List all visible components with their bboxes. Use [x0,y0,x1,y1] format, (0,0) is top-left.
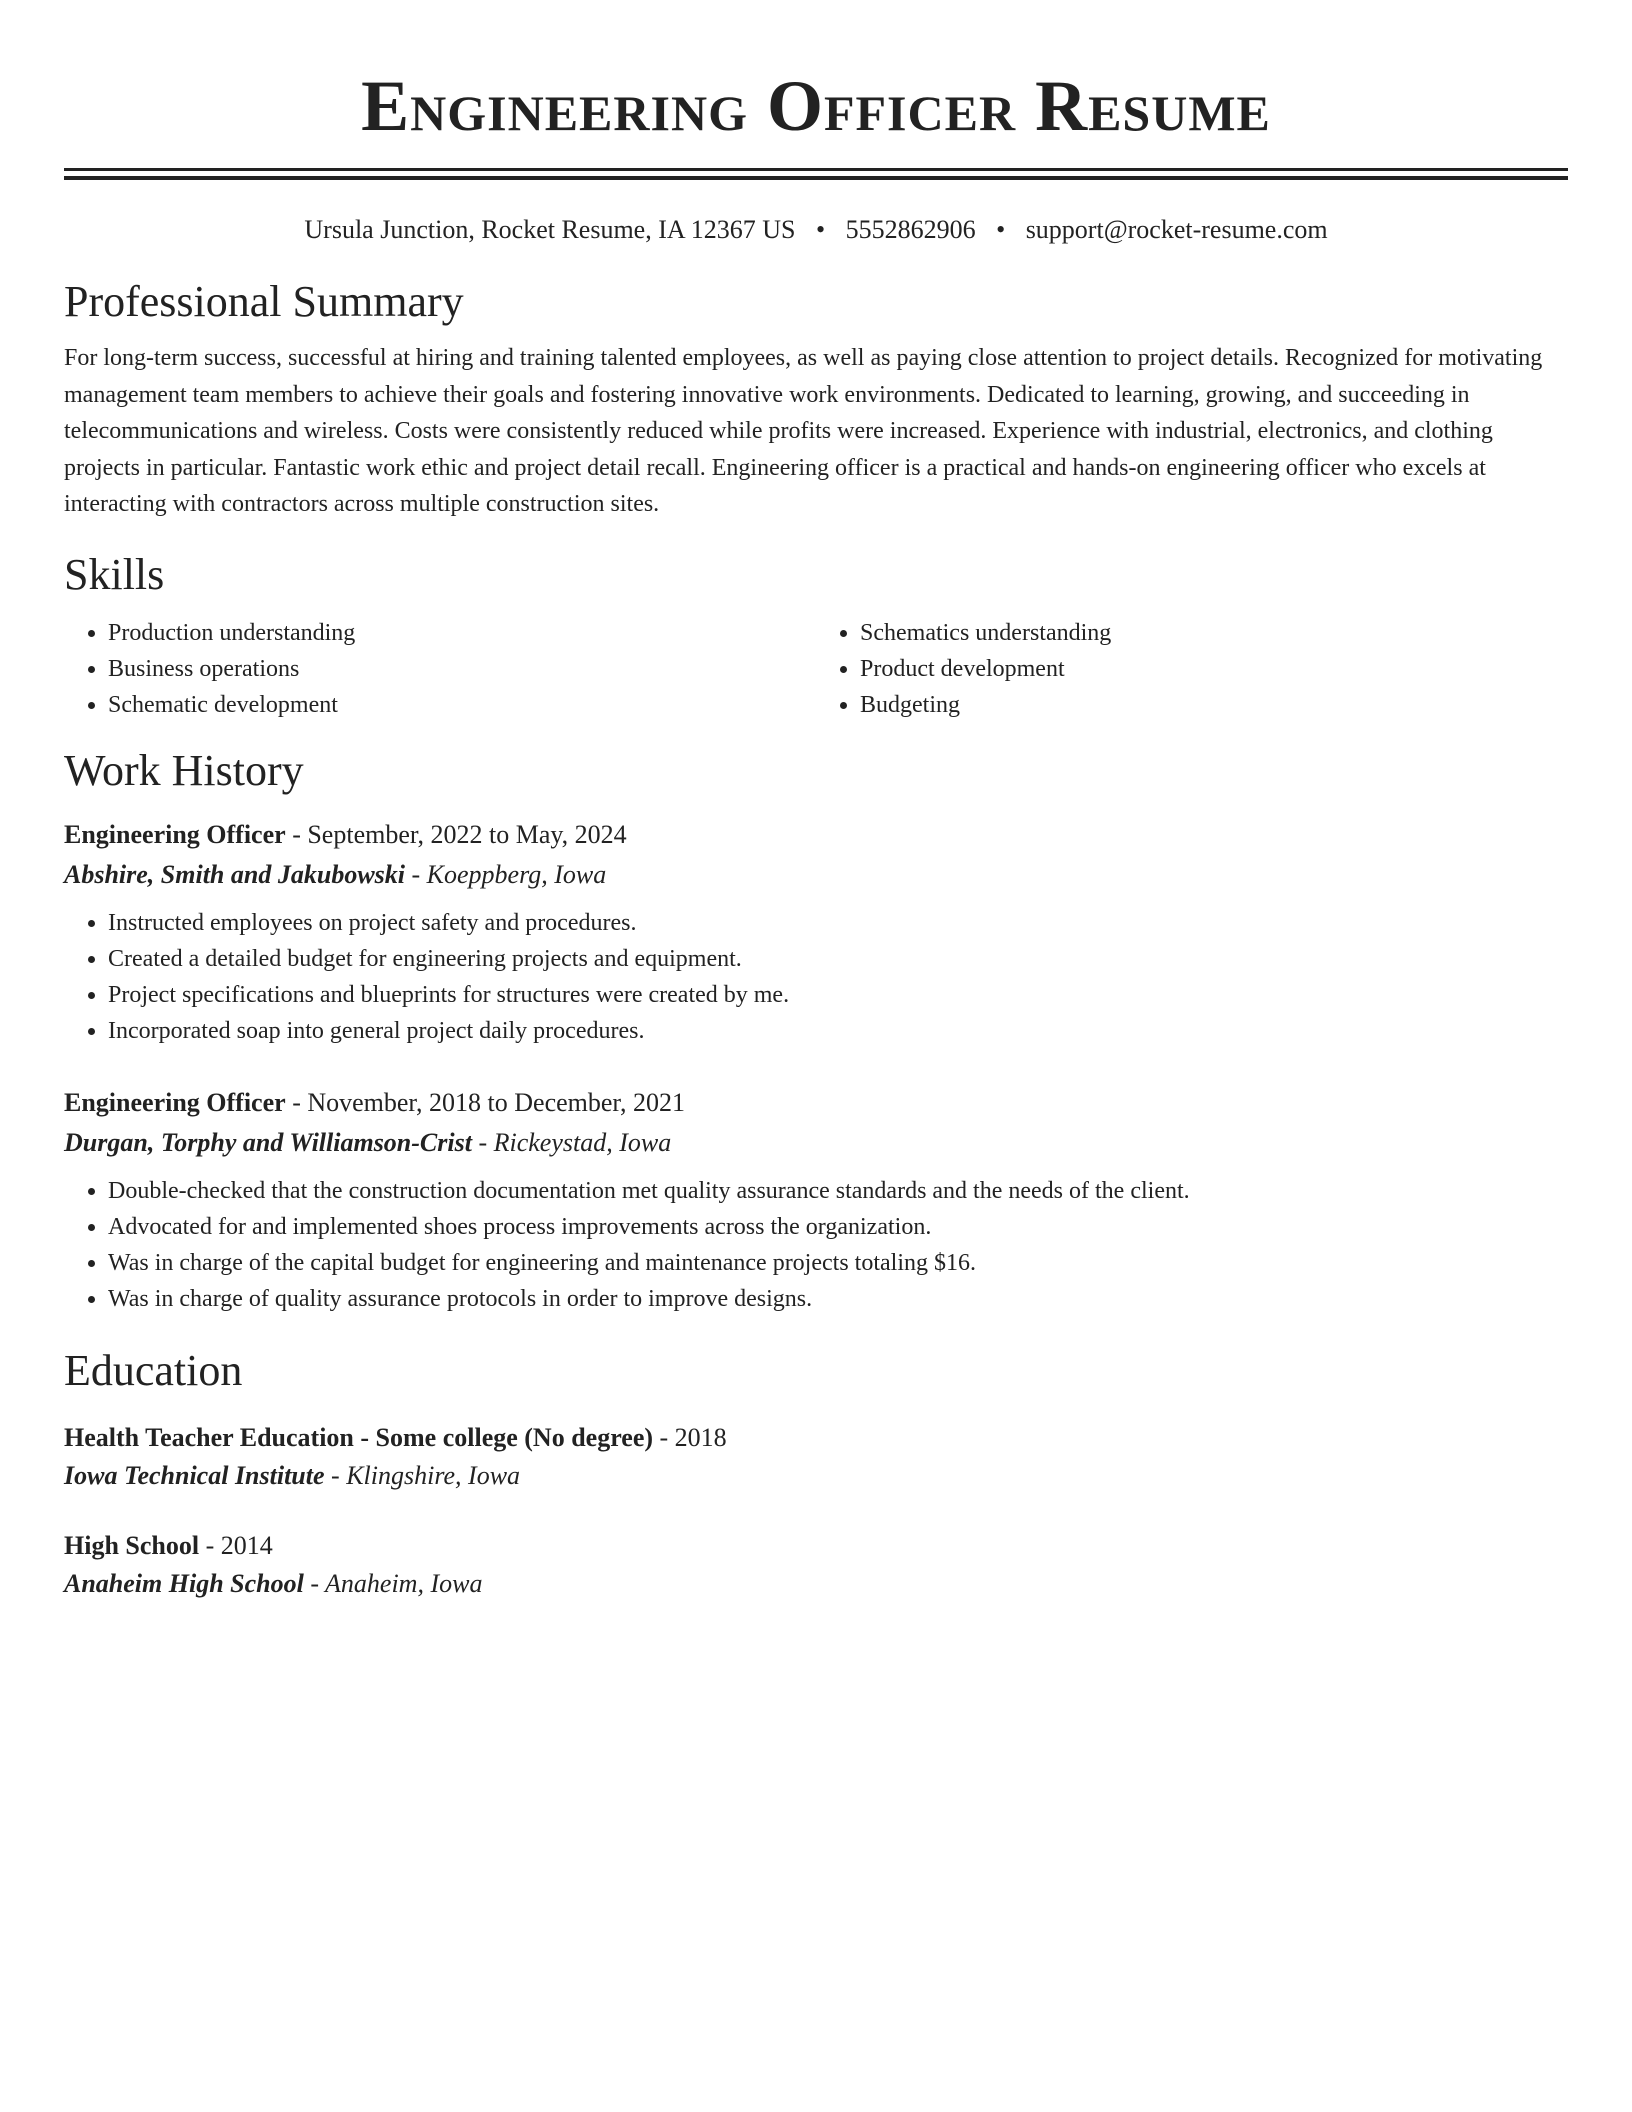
job-entry [64,815,1568,1049]
job-title-line [64,815,1568,855]
skills-heading: Skills [64,549,165,599]
job-location: - Koeppberg, Iowa [411,859,607,889]
summary-section [64,274,1568,523]
education-degree: Health Teacher Education - Some college (No degree) [64,1422,654,1452]
education-degree-line [64,1419,1568,1457]
job-bullet: • Advocated for and implemented shoes process improvements across the organization. [108,1209,1568,1245]
contact-email: support@rocket-resume.com [1025,215,1328,244]
education-heading: Education [64,1345,243,1395]
job-company: Durgan, Torphy and Williamson-Crist [64,1127,472,1157]
resume-title: Engineering Officer Resume [361,66,1271,146]
education-school-line [64,1457,1568,1495]
job-dates: - November, 2018 to December, 2021 [292,1087,686,1117]
contact-address: Ursula Junction, Rocket Resume, IA 12367 US [304,215,796,244]
title-divider [64,168,1568,180]
contact-separator: • [996,215,1006,244]
job-bullets [64,905,1568,1049]
summary-text: For long-term success, successful at hiring and training talented employees, as well as paying close attention to project details. Recognized for motivating management team members to achieve their goals and fostering innovative work environments. Dedicated to learning, growing, and succeeding in telecommunications and wireless. Costs were consistently reduced while profits were increased. Experience with industrial, electronics, and clothing projects in particular. Fantastic work ethic and project detail recall. Engineering officer is a practical and hands-on engineering officer who excels at interacting with contractors across multiple construction sites. [64,345,1543,517]
skill-item: • Schematic development [108,687,816,723]
skills-column-left [64,615,816,723]
education-section [64,1343,1568,1603]
education-entry [64,1419,1568,1495]
job-bullet: • Instructed employees on project safety and procedures. [108,905,1568,941]
skills-grid [64,615,1568,723]
skill-item: • Schematics understanding [860,615,1568,651]
skills-column-right [816,615,1568,723]
job-bullet: • Double-checked that the construction documentation met quality assurance standards and the needs of the client. [108,1173,1568,1209]
education-year: - 2014 [205,1530,273,1560]
work-history-heading: Work History [64,745,304,795]
job-title: Engineering Officer [64,1087,286,1117]
education-degree: High School [64,1530,200,1560]
contact-line [64,210,1568,250]
job-title: Engineering Officer [64,819,286,849]
education-year: - 2018 [659,1422,727,1452]
job-title-line [64,1083,1568,1123]
contact-phone: 5552862906 [845,215,976,244]
job-bullet: • Was in charge of the capital budget for engineering and maintenance projects totaling $16. [108,1245,1568,1281]
job-bullets [64,1173,1568,1317]
work-history-section [64,743,1568,1317]
job-company: Abshire, Smith and Jakubowski [64,859,405,889]
education-school: Iowa Technical Institute [64,1460,325,1490]
education-location: - Klingshire, Iowa [331,1460,521,1490]
skill-item: • Production understanding [108,615,816,651]
job-bullet: • Project specifications and blueprints for structures were created by me. [108,977,1568,1013]
skill-item: • Business operations [108,651,816,687]
education-location: - Anaheim, Iowa [310,1568,483,1598]
job-location: - Rickeystad, Iowa [478,1127,672,1157]
contact-separator: • [815,215,826,244]
job-dates: - September, 2022 to May, 2024 [292,819,627,849]
education-degree-line [64,1527,1568,1565]
job-company-line [64,855,1568,895]
summary-heading: Professional Summary [64,277,464,326]
skills-section [64,547,1568,723]
education-school: Anaheim High School [64,1568,304,1598]
job-bullet: • Was in charge of quality assurance protocols in order to improve designs. [108,1281,1568,1317]
skill-item: • Budgeting [860,687,1568,723]
job-bullet: • Created a detailed budget for engineering projects and equipment. [108,941,1568,977]
skill-item: • Product development [860,651,1568,687]
job-bullet: • Incorporated soap into general project daily procedures. [108,1013,1568,1049]
resume-page [64,0,1568,1603]
job-company-line [64,1123,1568,1163]
education-school-line [64,1565,1568,1603]
education-entry [64,1527,1568,1603]
job-entry [64,1083,1568,1317]
